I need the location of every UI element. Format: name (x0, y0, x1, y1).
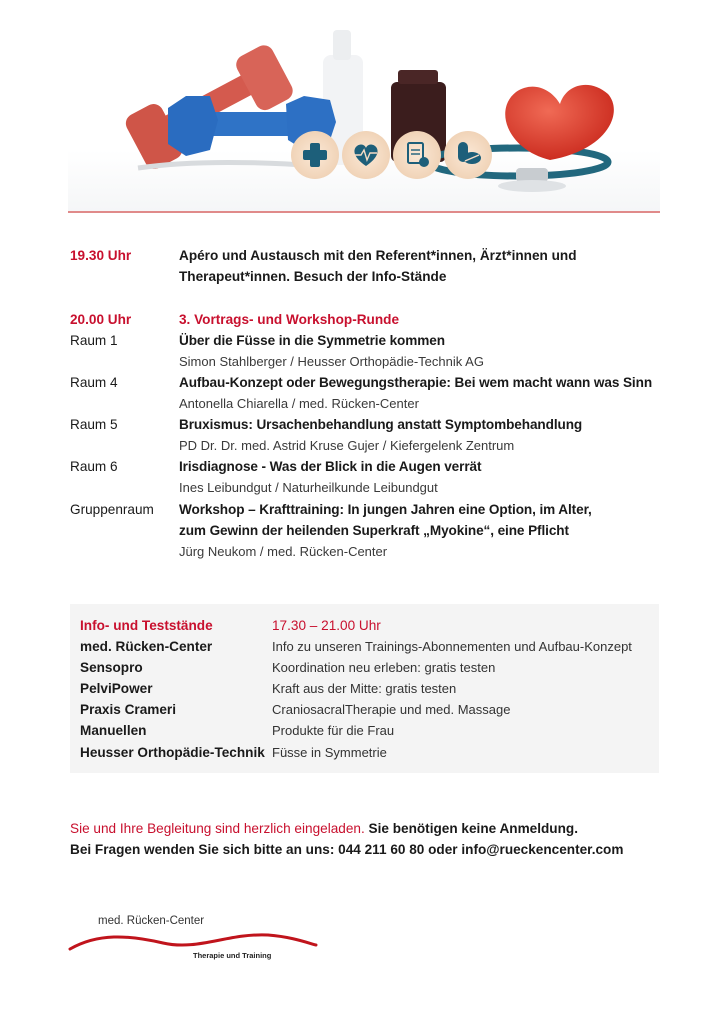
stand-name: Manuellen (80, 723, 147, 738)
session-room: Raum 6 (70, 459, 118, 474)
session-title: Über die Füsse in die Symmetrie kommen (179, 333, 445, 348)
logo-name: med. Rücken-Center (98, 915, 205, 927)
hero-image (68, 0, 660, 212)
session-speaker: Simon Stahlberger / Heusser Orthopädie-Technik AG (179, 354, 484, 369)
session-speaker: Ines Leibundgut / Naturheilkunde Leibundgut (179, 480, 438, 495)
session-speaker: Jürg Neukom / med. Rücken-Center (179, 544, 388, 559)
session-speaker: PD Dr. Dr. med. Astrid Kruse Gujer / Kiefergelenk Zentrum (179, 438, 515, 453)
stand-desc: Info zu unseren Trainings-Abonnementen und Aufbau-Konzept (272, 639, 632, 654)
stand-name: med. Rücken-Center (80, 639, 213, 654)
stand-name: Praxis Crameri (80, 702, 176, 717)
apero-time: 19.30 Uhr (70, 248, 132, 263)
disc-pills (444, 131, 492, 179)
contact-mid: oder (424, 842, 462, 857)
stand-name: Heusser Orthopädie-Technik (80, 745, 265, 760)
session-title-cont: zum Gewinn der heilenden Superkraft „Myokine“, eine Pflicht (179, 523, 569, 538)
logo-tagline: Therapie und Training (193, 951, 272, 960)
apero-line-2: Therapeut*innen. Besuch der Info-Stände (179, 269, 447, 284)
stand-desc: Füsse in Symmetrie (272, 745, 387, 760)
info-heading: Info- und Teststände (80, 618, 213, 633)
stand-desc: Kraft aus der Mitte: gratis testen (272, 681, 457, 696)
session-title: Irisdiagnose - Was der Blick in die Augen verrät (179, 459, 482, 474)
logo-wave-icon (68, 929, 318, 953)
session-title: Workshop – Krafttraining: In jungen Jahren eine Option, im Alter, (179, 502, 592, 517)
round-time: 20.00 Uhr (70, 312, 132, 327)
section-divider (68, 211, 660, 213)
contact-line (70, 839, 670, 860)
footer-text (70, 818, 670, 860)
round-title: 3. Vortrags- und Workshop-Runde (179, 312, 400, 327)
session-room: Gruppenraum (70, 502, 154, 517)
invitation-note: Sie benötigen keine Anmeldung. (364, 821, 578, 836)
session-room: Raum 5 (70, 417, 118, 432)
contact-phone[interactable]: 044 211 60 80 (338, 842, 425, 857)
disc-clipboard (393, 131, 441, 179)
apero-line-1: Apéro und Austausch mit den Referent*innen, Ärzt*innen und (179, 248, 577, 263)
hero-illustration (68, 0, 660, 212)
stand-desc: CraniosacralTherapie und med. Massage (272, 702, 511, 717)
contact-email[interactable]: info@rueckencenter.com (461, 842, 624, 857)
session-room: Raum 4 (70, 375, 118, 390)
info-stands-box (70, 604, 659, 773)
session-title: Aufbau-Konzept oder Bewegungstherapie: Bei wem macht wann was Sinn (179, 375, 653, 390)
stand-name: PelviPower (80, 681, 153, 696)
contact-prefix: Bei Fragen wenden Sie sich bitte an uns: (70, 842, 339, 857)
logo (68, 915, 318, 965)
invitation-highlight: Sie und Ihre Begleitung sind herzlich eingeladen. (70, 821, 365, 836)
session-room: Raum 1 (70, 333, 118, 348)
stand-desc: Koordination neu erleben: gratis testen (272, 660, 496, 675)
invitation-line (70, 818, 670, 839)
info-time: 17.30 – 21.00 Uhr (272, 618, 381, 633)
stand-name: Sensopro (80, 660, 143, 675)
stand-desc: Produkte für die Frau (272, 723, 395, 738)
disc-plus (291, 131, 339, 179)
disc-heart (342, 131, 390, 179)
session-title: Bruxismus: Ursachenbehandlung anstatt Symptombehandlung (179, 417, 583, 432)
session-speaker: Antonella Chiarella / med. Rücken-Center (179, 396, 419, 411)
